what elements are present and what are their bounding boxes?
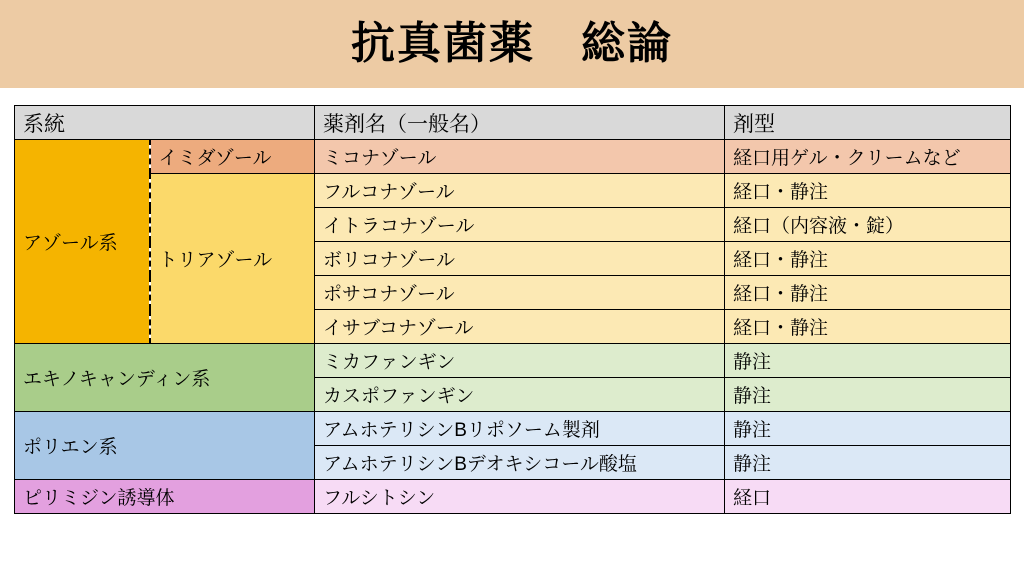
header-cell-dosage-form: 剤型 — [725, 106, 1011, 140]
drug-table-container — [14, 105, 1010, 514]
subgroup-label-triazole: トリアゾール — [150, 174, 315, 344]
drug-name-cell: フルシトシン — [315, 480, 725, 514]
dosage-form-cell: 静注 — [725, 378, 1011, 412]
drug-name-cell: イトラコナゾール — [315, 208, 725, 242]
drug-name-cell: アムホテリシンBリポソーム製剤 — [315, 412, 725, 446]
dosage-form-cell: 経口・静注 — [725, 276, 1011, 310]
dosage-form-cell: 静注 — [725, 344, 1011, 378]
dosage-form-cell: 経口 — [725, 480, 1011, 514]
table-row — [15, 344, 1011, 378]
page-title: 抗真菌薬 総論 — [351, 19, 673, 68]
drug-name-cell: フルコナゾール — [315, 174, 725, 208]
table-row — [15, 480, 1011, 514]
table-row — [15, 174, 1011, 208]
dosage-form-cell: 経口（内容液・錠） — [725, 208, 1011, 242]
dosage-form-cell: 静注 — [725, 446, 1011, 480]
drug-name-cell: イサブコナゾール — [315, 310, 725, 344]
drug-name-cell: ミコナゾール — [315, 140, 725, 174]
group-label-polyene: ポリエン系 — [15, 412, 315, 480]
drug-name-cell: カスポファンギン — [315, 378, 725, 412]
drug-name-cell: ボリコナゾール — [315, 242, 725, 276]
table-row — [15, 140, 1011, 174]
group-label-echinocandin: エキノキャンディン系 — [15, 344, 315, 412]
dosage-form-cell: 経口・静注 — [725, 310, 1011, 344]
table-header-row — [15, 106, 1011, 140]
table-row — [15, 412, 1011, 446]
subgroup-label-imidazole: イミダゾール — [150, 140, 315, 174]
drug-name-cell: ポサコナゾール — [315, 276, 725, 310]
drug-name-cell: アムホテリシンBデオキシコール酸塩 — [315, 446, 725, 480]
header-cell-drug-name: 薬剤名（一般名） — [315, 106, 725, 140]
drug-name-cell: ミカファンギン — [315, 344, 725, 378]
table-body — [15, 140, 1011, 514]
table-header — [15, 106, 1011, 140]
header-cell-system: 系統 — [15, 106, 315, 140]
group-label-pyrimidine: ピリミジン誘導体 — [15, 480, 315, 514]
antifungal-drug-table — [14, 105, 1011, 514]
dosage-form-cell: 経口・静注 — [725, 174, 1011, 208]
dosage-form-cell: 経口・静注 — [725, 242, 1011, 276]
group-label-azole: アゾール系 — [15, 140, 150, 344]
dosage-form-cell: 静注 — [725, 412, 1011, 446]
dosage-form-cell: 経口用ゲル・クリームなど — [725, 140, 1011, 174]
